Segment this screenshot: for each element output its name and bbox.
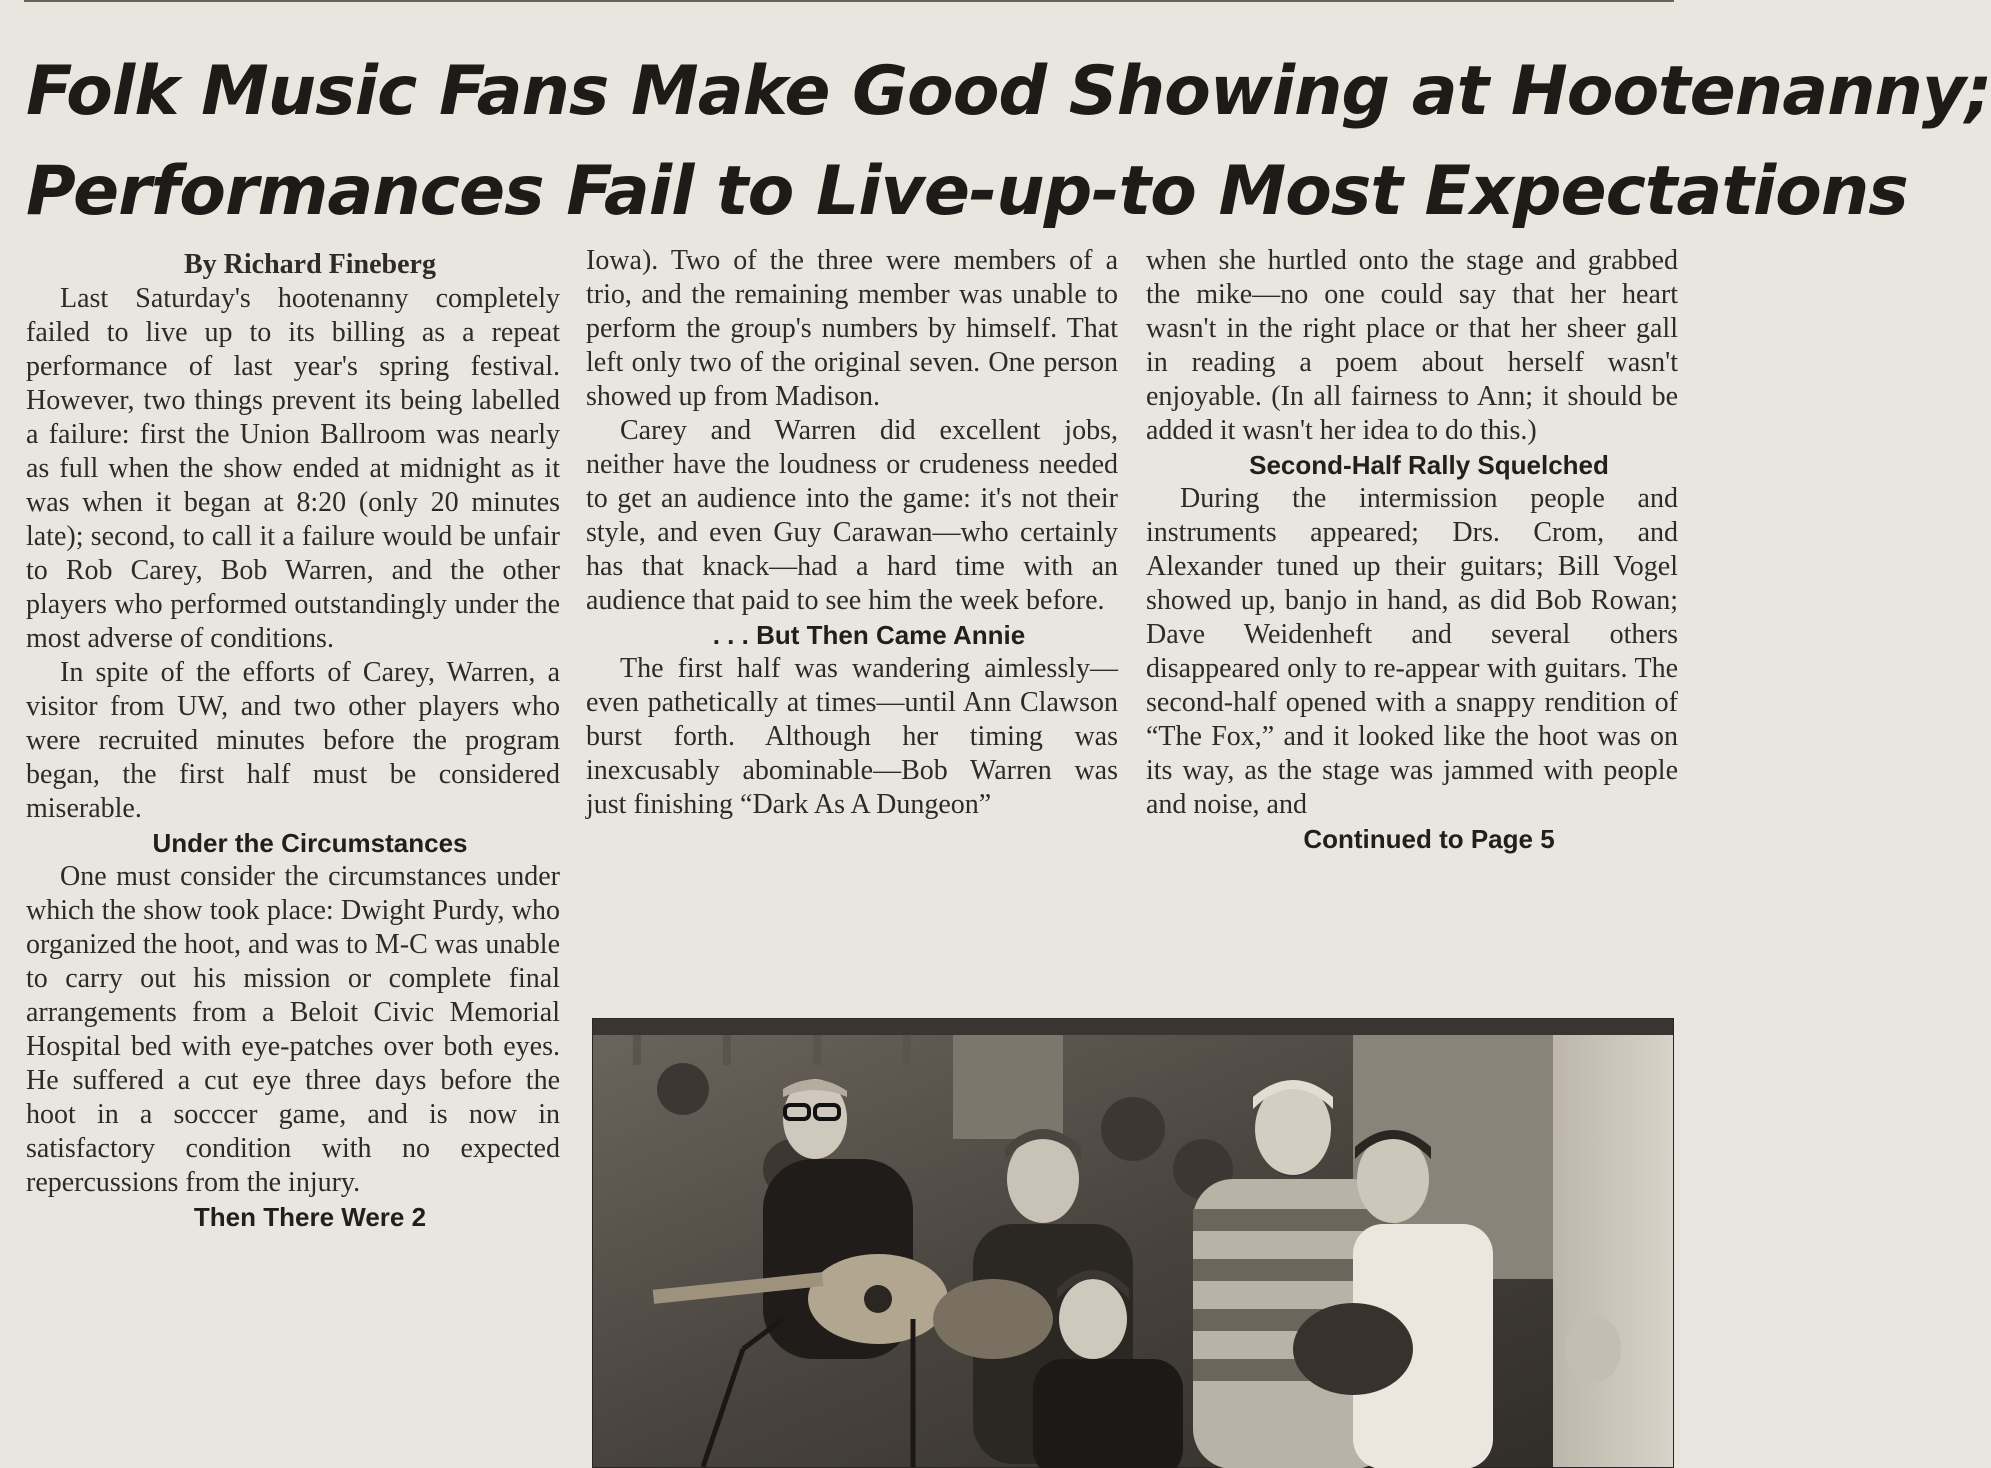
byline: By Richard Fineberg bbox=[184, 249, 436, 280]
column2-paragraph-2: Carey and Warren did excellent jobs, neither have the loudness or crudeness needed to get an audience into the game: it's not their style, and even Guy Carawan—who certainly has that knack—had a hard time with an audience that paid to see him the week before. bbox=[586, 415, 1118, 616]
column2-paragraph-3: The first half was wandering aimlessly—even pathetically at times—until Ann Clawson burst forth. Although her timing was inexcusably abominable—Bob Warren was just finishing “Dark As A Dungeon” bbox=[586, 653, 1118, 820]
hootenanny-photo bbox=[592, 1018, 1674, 1468]
column3-paragraph-1: when she hurtled onto the stage and grabbed the mike—no one could say that her heart wasn't in the right place or that her sheer gall in reading a poem about herself wasn't enjoyable. (In all fairness to Ann; it should be added it wasn't her idea to do this.) bbox=[1146, 245, 1678, 446]
article-column-3 bbox=[1146, 244, 1678, 992]
article-column-1 bbox=[26, 248, 560, 1466]
column3-paragraph-2: During the intermission people and instruments appeared; Drs. Crom, and Alexander tuned up their guitars; Bill Vogel showed up, banjo in hand, as did Bob Rowan; Dave Weidenheft and several others disappeared only to re-appear with guitars. The second-half opened with a snappy rendition of “The Fox,” and it looked like the hoot was on its way, as the stage was jammed with people and noise, and bbox=[1146, 483, 1678, 820]
subhead-under-the-circumstances: Under the Circumstances bbox=[152, 828, 468, 858]
article-column-2 bbox=[586, 244, 1118, 992]
column1-paragraph-2: In spite of the efforts of Carey, Warren, a visitor from UW, and two other players who were recruited minutes before the program began, the first half must be considered miserable. bbox=[26, 657, 560, 824]
photo-illustration bbox=[593, 1019, 1673, 1467]
top-rule bbox=[24, 0, 1674, 2]
column2-paragraph-1: Iowa). Two of the three were members of a trio, and the remaining member was unable to perform the group's numbers by himself. That left only two of the original seven. One person showed up from Madison. bbox=[586, 245, 1118, 412]
column1-paragraph-3: One must consider the circumstances under which the show took place: Dwight Purdy, who organized the hoot, and was to M-C was unable to carry out his mission or complete final arrangements from a Beloit Civic Memorial Hospital bed with eye-patches over both eyes. He suffered a cut eye three days before the hoot in a socccer game, and is now in satisfactory condition with no expected repercussions from the injury. bbox=[26, 861, 560, 1198]
headline-line-1: Folk Music Fans Make Good Showing at Hootenanny; bbox=[26, 52, 1991, 131]
subhead-but-then-came-annie: . . . But Then Came Annie bbox=[712, 620, 1026, 650]
subhead-second-half-rally: Second-Half Rally Squelched bbox=[1249, 450, 1609, 480]
continued-notice: Continued to Page 5 bbox=[1303, 824, 1555, 854]
subhead-then-there-were: Then There Were 2 bbox=[193, 1202, 427, 1232]
headline-line-2: Performances Fail to Live-up-to Most Expectations bbox=[26, 152, 1908, 231]
column1-paragraph-1: Last Saturday's hootenanny completely failed to live up to its billing as a repeat performance of last year's spring festival. However, two things prevent its being labelled a failure: first the Union Ballroom was nearly as full when the show ended at midnight as it was when it began at 8:20 (only 20 minutes late); second, to call it a failure would be unfair to Rob Carey, Bob Warren, and the other players who performed outstandingly under the most adverse of conditions. bbox=[26, 283, 560, 654]
